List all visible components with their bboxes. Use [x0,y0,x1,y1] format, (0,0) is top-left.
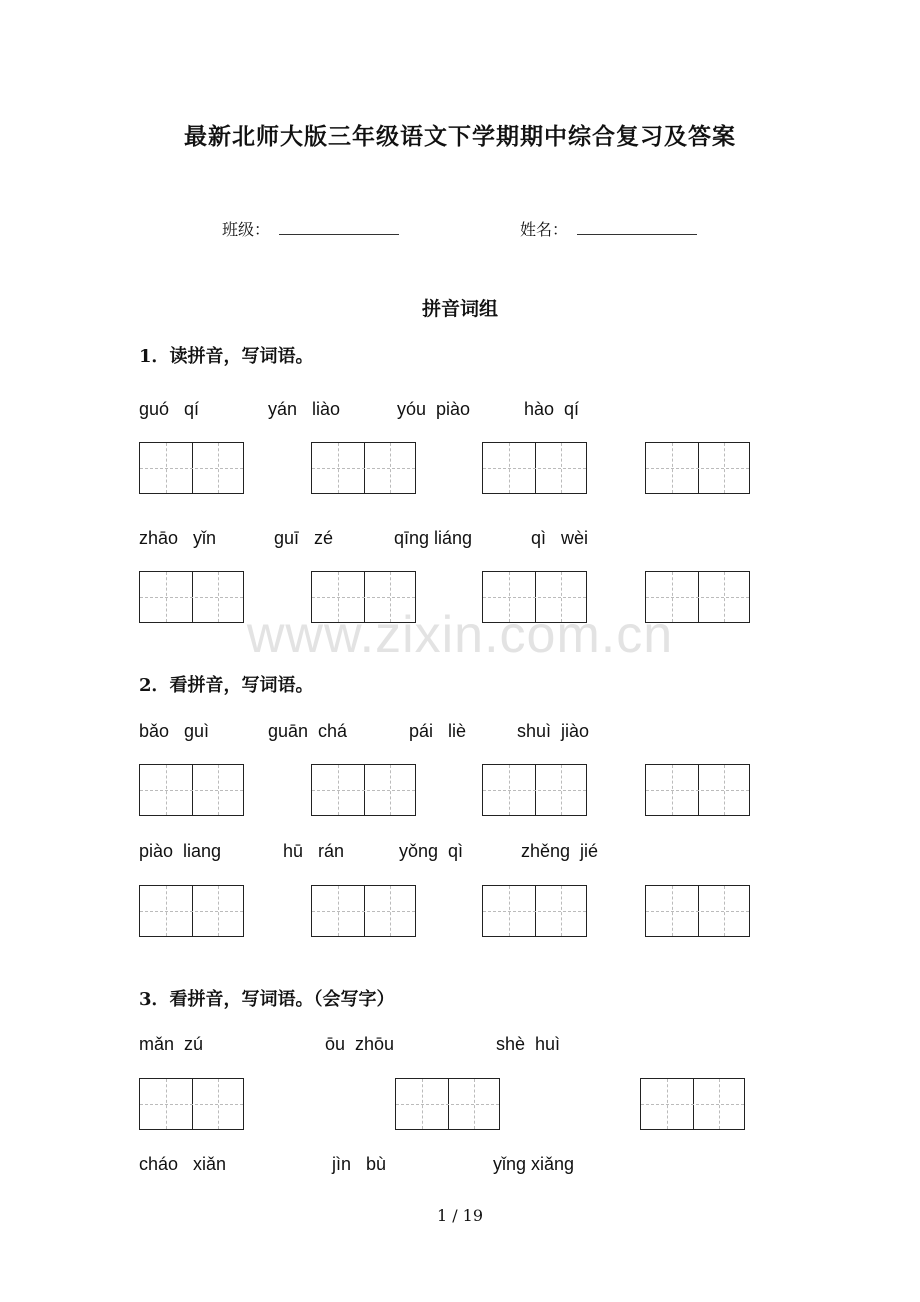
writing-grid-box[interactable] [311,885,416,937]
writing-grid-box[interactable] [645,442,750,494]
writing-grid-box[interactable] [311,442,416,494]
writing-grid-box[interactable] [645,885,750,937]
name-label: 姓名： [520,220,569,239]
pinyin-item: guó qí [139,399,200,419]
pinyin-item: ōu zhōu [325,1034,395,1054]
pinyin-item: jìn bù [332,1154,387,1174]
pinyin-item: zhěng jié [521,841,599,861]
pinyin-item: hào qí [524,399,580,419]
writing-grid-box[interactable] [139,885,244,937]
pinyin-item: yǒng qì [399,841,464,861]
question-2-heading: 2．看拼音，写词语。 [139,675,314,696]
pinyin-item: piào liang [139,841,222,861]
pinyin-item: pái liè [409,721,467,741]
pinyin-item: qīng liáng [394,528,473,548]
pinyin-item: bǎo guì [139,721,210,741]
writing-grid-box[interactable] [139,442,244,494]
pinyin-item: yǐng xiǎng [493,1154,575,1174]
writing-grid-box[interactable] [311,764,416,816]
pinyin-item: yóu piào [397,399,471,419]
pinyin-item: shè huì [496,1034,561,1054]
pinyin-item: zhāo yǐn [139,528,217,548]
pinyin-item: yán liào [268,399,341,419]
pinyin-item: guān chá [268,721,348,741]
writing-grid-box[interactable] [482,885,587,937]
document-title: 最新北师大版三年级语文下学期期中综合复习及答案 [184,123,736,150]
section-title: 拼音词组 [421,298,498,320]
pinyin-item: mǎn zú [139,1034,204,1054]
pinyin-item: hū rán [283,841,345,861]
writing-grid-box[interactable] [139,764,244,816]
pinyin-item: qì wèi [531,528,589,548]
question-3-heading: 3．看拼音，写词语。（会写字） [139,989,395,1010]
writing-grid-box[interactable] [482,442,587,494]
class-label: 班级： [222,220,271,239]
pinyin-item: guī zé [274,528,334,548]
writing-grid-box[interactable] [395,1078,500,1130]
page-number: 1 / 19 [436,1206,484,1225]
name-blank-line [577,234,697,235]
writing-grid-box[interactable] [645,764,750,816]
question-1-heading: 1．读拼音，写词语。 [139,346,314,367]
pinyin-item: shuì jiào [517,721,590,741]
writing-grid-box[interactable] [482,764,587,816]
class-blank-line [279,234,399,235]
watermark: www.zixin.com.cn [246,606,674,664]
writing-grid-box[interactable] [139,1078,244,1130]
pinyin-item: cháo xiǎn [139,1154,227,1174]
writing-grid-box[interactable] [640,1078,745,1130]
